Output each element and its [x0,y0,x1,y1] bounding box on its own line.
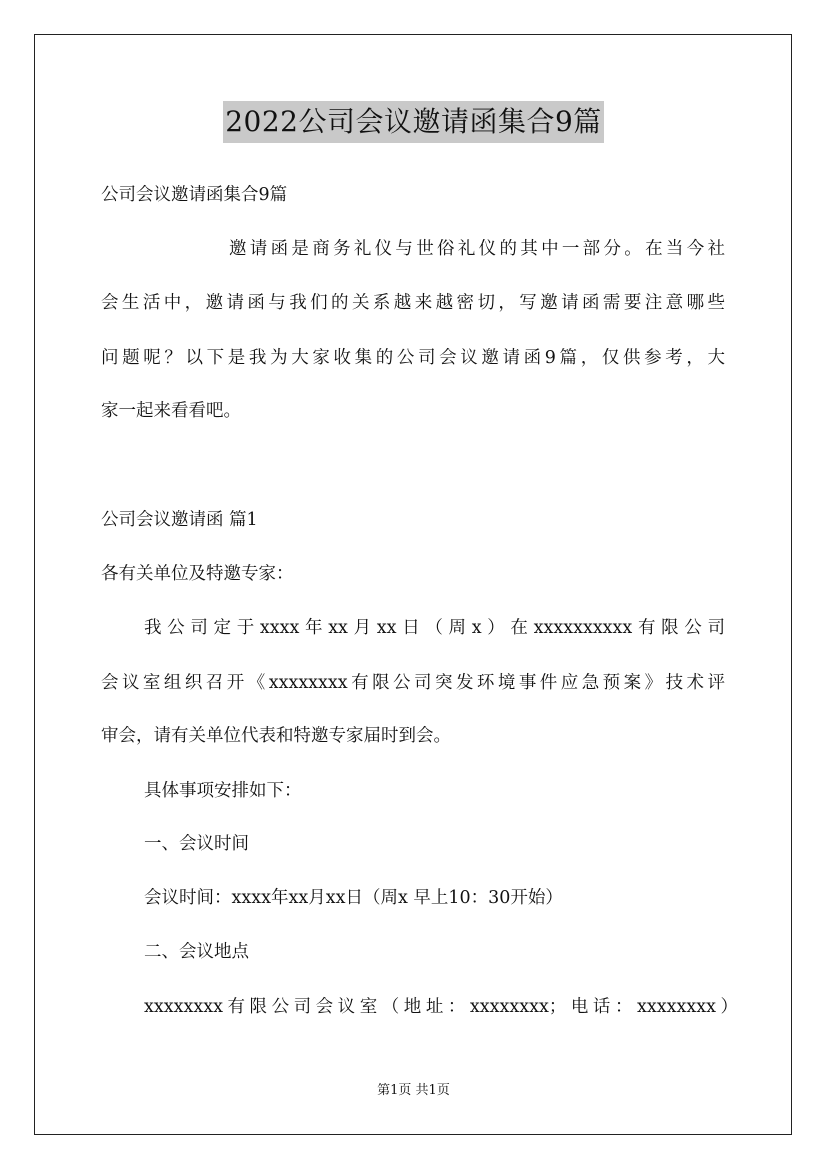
arrangement-text: 具体事项安排如下： [144,781,302,801]
item2-text: xxxxxxxx有限公司会议室（地址：xxxxxxxx；电话：xxxxxxxx） [144,997,738,1017]
document-title: 2022公司会议邀请函集合9篇 [223,101,604,143]
page-footer: 第1页 共1页 [377,1083,450,1098]
salutation: 各有关单位及特邀专家： [101,564,294,584]
body-line-3: 审会，请有关单位代表和特邀专家届时到会。 [101,726,451,746]
item1-heading: 一、会议时间 [144,834,249,854]
body-line-1: 我公司定于xxxx年xx月xx日（周x）在xxxxxxxxxx有限公司 [144,618,725,638]
intro-line-3: 问题呢？以下是我为大家收集的公司会议邀请函9篇，仅供参考，大 [101,348,725,368]
intro-line-2: 会生活中，邀请函与我们的关系越来越密切，写邀请函需要注意哪些 [101,293,725,313]
intro-line-1: 邀请函是商务礼仪与世俗礼仪的其中一部分。在当今社 [229,239,725,259]
item1-text: 会议时间：xxxx年xx月xx日（周x 早上10：30开始） [144,888,563,908]
intro-line-4: 家一起来看看吧。 [101,401,241,421]
title-wrap [0,101,827,143]
body-line-2: 会议室组织召开《xxxxxxxx有限公司突发环境事件应急预案》技术评 [101,673,725,693]
subtitle: 公司会议邀请函集合9篇 [101,185,288,205]
section-heading: 公司会议邀请函 篇1 [101,510,258,530]
item2-heading: 二、会议地点 [144,942,249,962]
